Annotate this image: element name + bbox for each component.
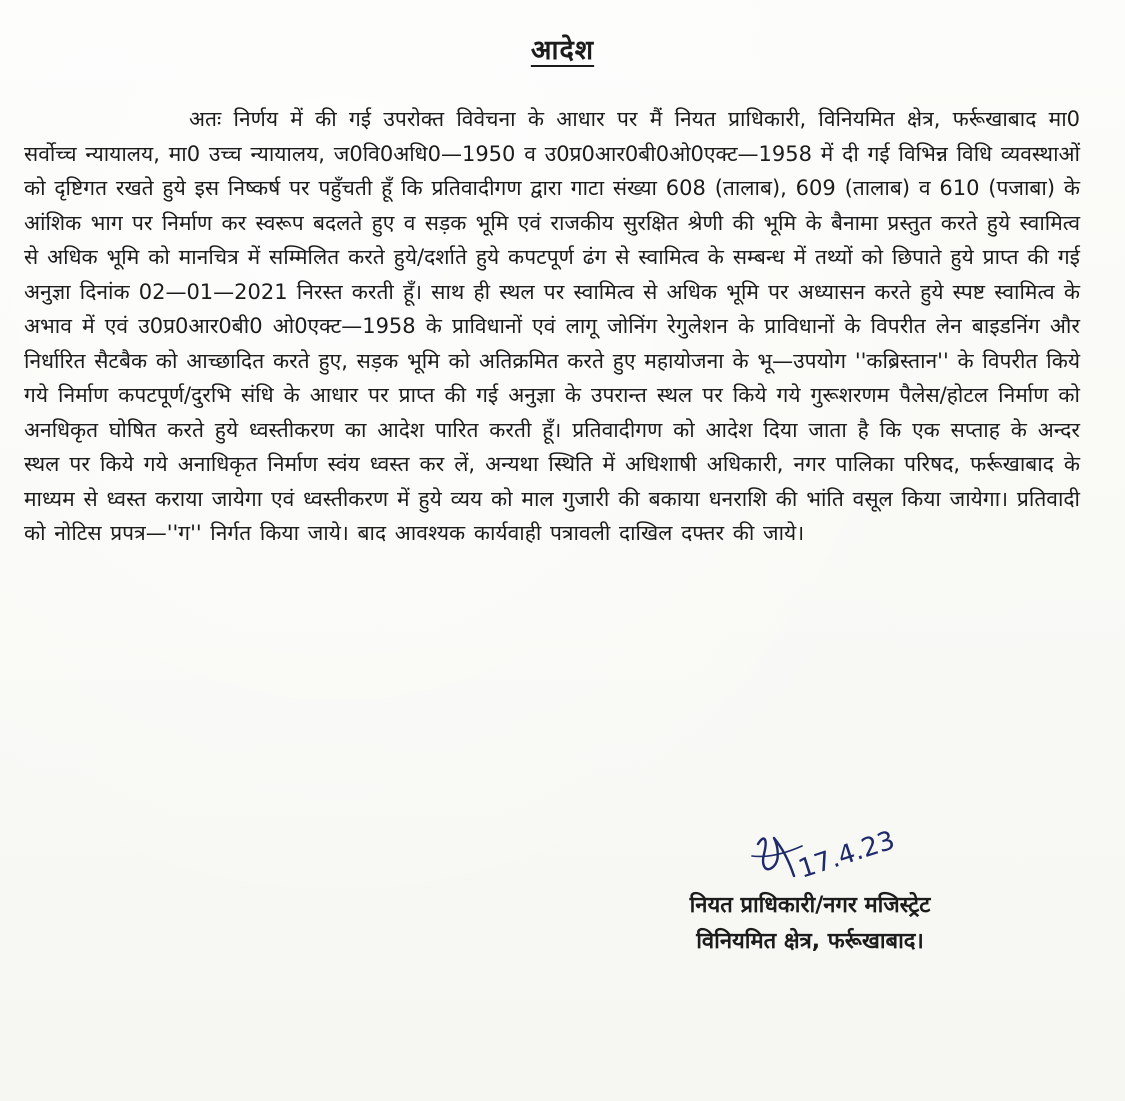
- signatory-office: विनियमित क्षेत्र, फर्रूखाबाद।: [696, 929, 924, 954]
- signature-date: 17.4.23: [794, 825, 899, 885]
- handwritten-signature: [744, 816, 914, 896]
- document-heading: [0, 30, 1125, 67]
- heading-text: आदेश: [530, 35, 595, 66]
- order-body-paragraph: अतः निर्णय में की गई उपरोक्त विवेचना के आधार पर मैं नियत प्राधिकारी, विनियमित क्षेत्र, फर्रूखाबाद मा0 सर्वोच्च न्यायालय, मा0 उच्च न्यायालय, ज0वि0अधि0—1950 व उ0प्र0आर0बी0ओ0एक्ट—1958 में दी गई विभिन्न विधि व्यवस्थाओं को दृष्टिगत रखते हुये इस निष्कर्ष पर पहुँचती हूँ कि प्रतिवादीगण द्वारा गाटा संख्या 608 (तालाब), 609 (तालाब) व 610 (पजाबा) के आंशिक भाग पर निर्माण कर स्वरूप बदलते हुए व सड़क भूमि एवं राजकीय सुरक्षित श्रेणी की भूमि के बैनामा प्रस्तुत करते हुये स्वामित्व से अधिक भूमि को मानचित्र में सम्मिलित करते हुये/दर्शाते हुये कपटपूर्ण ढंग से स्वामित्व के सम्बन्ध में तथ्यों को छिपाते हुये प्राप्त की गई अनुज्ञा दिनांक 02—01—2021 निरस्त करती हूँ। साथ ही स्थल पर स्वामित्व से अधिक भूमि पर अध्यासन करते हुये स्पष्ट स्वामित्व के अभाव में एवं उ0प्र0आर0बी0 ओ0एक्ट—1958 के प्राविधानों एवं लागू जोनिंग रेगुलेशन के प्राविधानों के विपरीत लेन बाइडनिंग और निर्धारित सैटबैक को आच्छादित करते हुए, सड़क भूमि को अतिक्रमित करते हुए महायोजना के भू—उपयोग ''कब्रिस्तान'' के विपरीत किये गये निर्माण कपटपूर्ण/दुरभि संधि के आधार पर प्राप्त की गई अनुज्ञा के उपरान्त स्थल पर किये गये गुरूशरणम पैलेस/होटल निर्माण को अनधिकृत घोषित करते हुये ध्वस्तीकरण का आदेश पारित करती हूँ। प्रतिवादीगण को आदेश दिया जाता है कि एक सप्ताह के अन्दर स्थल पर किये गये अनाधिकृत निर्माण स्वंय ध्वस्त कर लें, अन्यथा स्थिति में अधिशाषी अधिकारी, नगर पालिका परिषद, फर्रूखाबाद के माध्यम से ध्वस्त कराया जायेगा एवं ध्वस्तीकरण में हुये व्यय को माल गुजारी की बकाया धनराशि की भांति वसूल किया जायेगा। प्रतिवादी को नोटिस प्रपत्र—''ग'' निर्गत किया जाये। बाद आवश्यक कार्यवाही पत्रावली दाखिल दफ्तर की जाये।: [24, 107, 1080, 545]
- signatory-designation: नियत प्राधिकारी/नगर मजिस्ट्रेट: [689, 893, 931, 918]
- signatory-block: [600, 888, 1020, 960]
- signature-drawing: [744, 816, 914, 896]
